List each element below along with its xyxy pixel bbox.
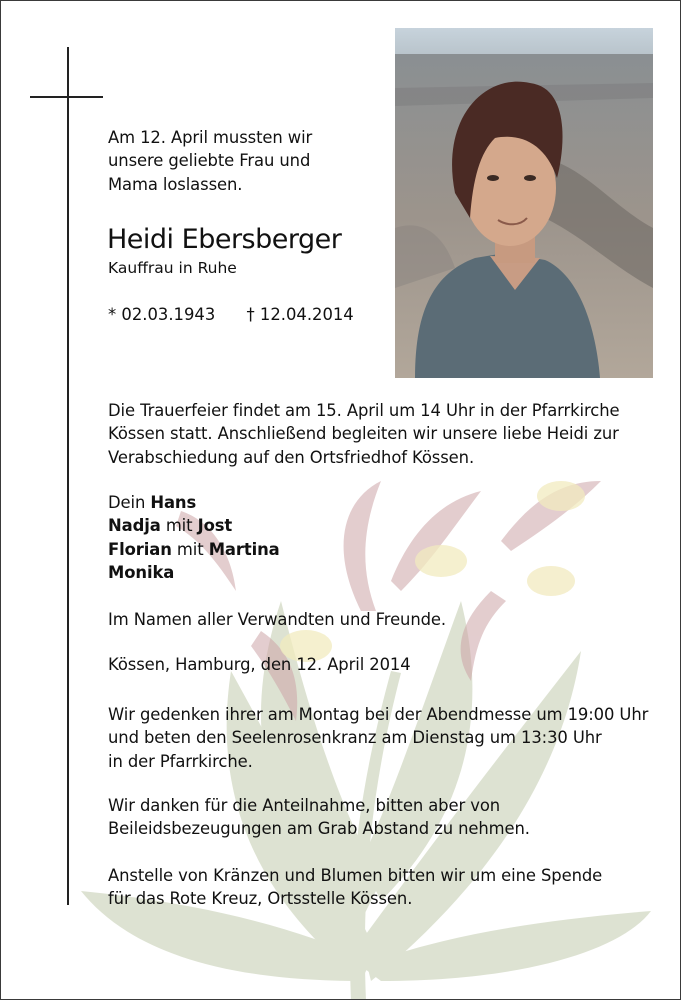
family-joiner: mit [171,539,209,559]
family-list [108,491,280,584]
family-name: Jost [197,516,233,536]
deceased-occupation: Kauffrau in Ruhe [108,259,237,277]
funeral-line: Verabschiedung auf den Ortsfriedhof Kössen. [108,447,475,467]
donation-request [108,864,668,911]
mass-line: in der Pfarrkirche. [108,751,253,771]
donation-line: für das Rote Kreuz, Ortsstelle Kössen. [108,889,413,909]
family-joiner: mit [160,516,198,536]
mass-line: und beten den Seelenrosenkranz am Dienstag um 13:30 Uhr [108,728,602,748]
life-dates [108,305,354,324]
funeral-line: Kössen statt. Anschließend begleiten wir unsere liebe Heidi zur [108,424,619,444]
mass-line: Wir gedenken ihrer am Montag bei der Abendmesse um 19:00 Uhr [108,705,649,724]
family-name: Nadja [108,516,161,536]
family-line [108,491,280,514]
funeral-info [108,399,668,469]
memorial-mass-info [108,703,668,773]
funeral-line: Die Trauerfeier findet am 15. April um 14 Uhr in der Pfarrkirche [108,401,620,420]
cross-horizontal-bar [30,96,103,98]
deceased-name: Heidi Ebersberger [107,224,342,255]
intro-line: Am 12. April mussten wir [108,128,313,147]
thanks-text [108,794,668,841]
family-line [108,538,280,561]
portrait-photo [395,28,653,378]
relatives-line: Im Namen aller Verwandten und Freunde. [108,610,447,629]
family-name: Florian [108,539,172,559]
intro-text [108,126,388,196]
thanks-line: Beileidsbezeugungen am Grab Abstand zu nehmen. [108,819,530,839]
donation-line: Anstelle von Kränzen und Blumen bitten wir um eine Spende [108,866,603,885]
family-name: Monika [108,562,175,582]
birth-date: * 02.03.1943 [108,305,216,324]
family-prefix: Dein [108,493,151,512]
family-line [108,561,280,584]
family-name: Hans [150,493,197,512]
cross-vertical-bar [67,47,69,905]
family-name: Martina [208,539,280,559]
intro-line: Mama loslassen. [108,174,243,194]
place-date: Kössen, Hamburg, den 12. April 2014 [108,655,411,674]
death-date: † 12.04.2014 [246,305,354,324]
thanks-line: Wir danken für die Anteilnahme, bitten aber von [108,796,501,815]
intro-line: unsere geliebte Frau und [108,151,311,171]
family-line [108,514,280,537]
